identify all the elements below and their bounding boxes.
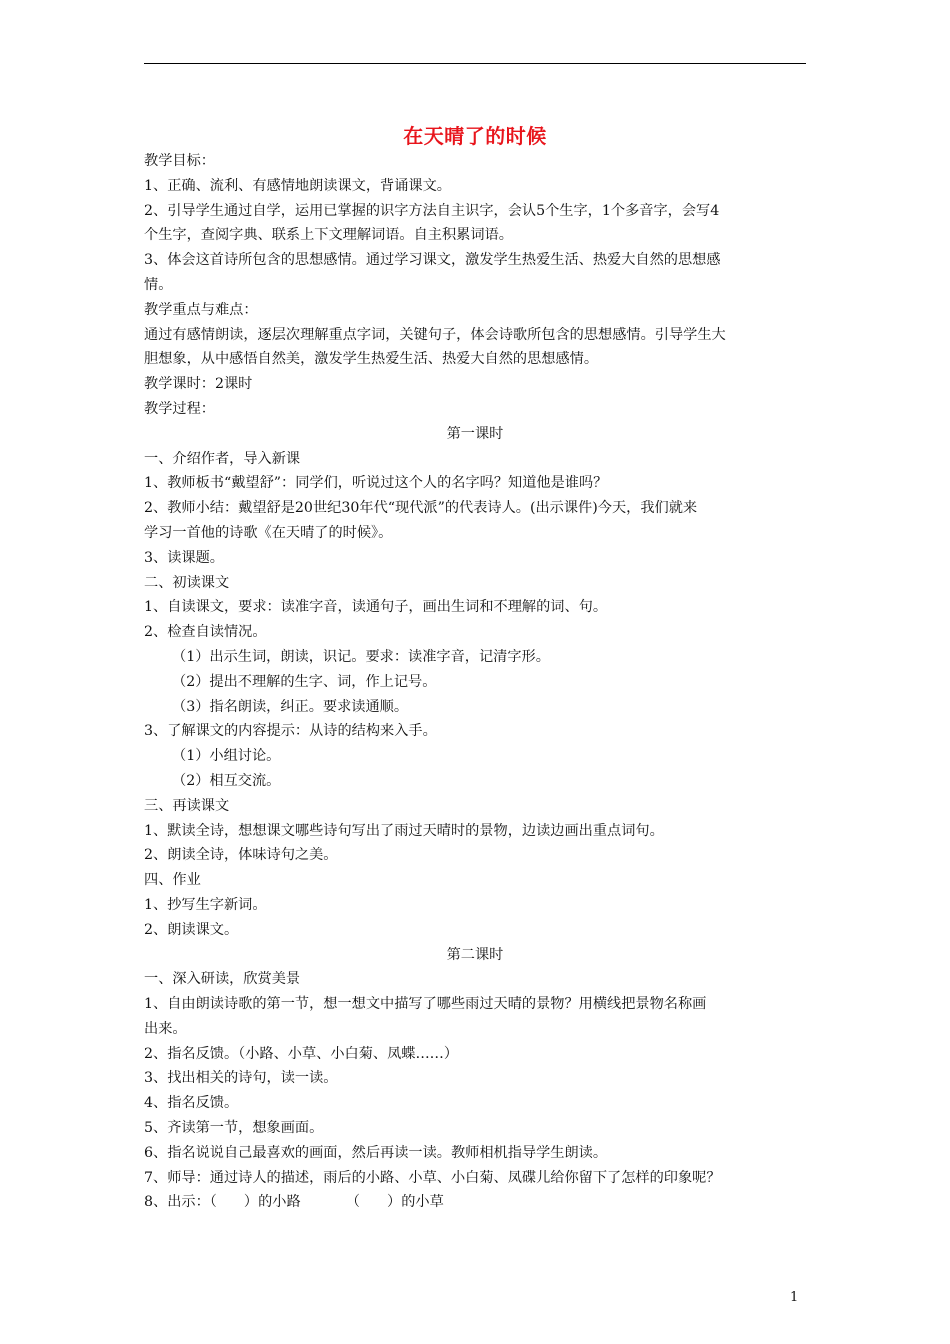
text-line: 1、抄写生字新词。: [144, 896, 267, 913]
text-line: 出来。: [144, 1020, 187, 1037]
text-line: 8、出示：（ ）的小路 （ ）的小草: [144, 1194, 444, 1211]
text-line: 胆想象，从中感悟自然美，激发学生热爱生活、热爱大自然的思想感情。: [144, 351, 599, 368]
text-line: （1）小组讨论。: [172, 748, 281, 765]
text-line: 一、深入研读，欣赏美景: [144, 971, 301, 988]
page-number: 1: [790, 1290, 799, 1305]
text-line: 二、初读课文: [144, 574, 230, 591]
text-line: 7、师导：通过诗人的描述，雨后的小路、小草、小白菊、凤碟儿给你留下了怎样的印象呢？: [144, 1169, 721, 1186]
text-line: 教学目标：: [144, 153, 215, 169]
document-title: 在天晴了的时候: [403, 124, 547, 148]
text-line: 2、引导学生通过自学，运用已掌握的识字方法自主识字，会认5个生字，1个多音字，会写4: [144, 202, 720, 219]
text-line: 1、自读课文，要求：读准字音，读通句子，画出生词和不理解的词、句。: [144, 599, 608, 616]
text-line: 三、再读课文: [144, 797, 230, 814]
text-line: 4、指名反馈。: [144, 1095, 239, 1112]
text-line: （2）提出不理解的生字、词，作上记号。: [172, 673, 437, 690]
text-line: 2、教师小结：戴望舒是20世纪30年代“现代派”的代表诗人。(出示课件)今天，我们就来: [144, 500, 698, 517]
text-line: 1、默读全诗，想想课文哪些诗句写出了雨过天晴时的景物，边读边画出重点词句。: [144, 822, 664, 839]
text-line: 3、读课题。: [144, 549, 224, 566]
section-heading: 第一课时: [446, 425, 504, 442]
text-line: 学习一首他的诗歌《在天晴了的时候》。: [144, 524, 393, 541]
text-line: 2、指名反馈。（小路、小草、小白菊、凤蝶……）: [144, 1045, 459, 1062]
text-line: 1、教师板书“戴望舒”：同学们，听说过这个人的名字吗？知道他是谁吗？: [144, 475, 608, 492]
text-line: 教学重点与难点：: [144, 301, 258, 318]
text-line: 1、正确、流利、有感情地朗读课文，背诵课文。: [144, 177, 451, 194]
text-line: 2、朗读课文。: [144, 921, 239, 938]
text-line: 一、介绍作者，导入新课: [144, 450, 301, 467]
text-line: 5、齐读第一节，想象画面。: [144, 1120, 324, 1137]
text-line: （1）出示生词，朗读，识记。要求：读准字音，记清字形。: [172, 648, 550, 665]
text-line: 个生字，查阅字典、联系上下文理解词语。自主积累词语。: [144, 227, 513, 244]
text-line: 教学过程：: [144, 400, 215, 417]
document-body: [144, 149, 812, 1215]
section-heading: 第二课时: [446, 946, 504, 963]
text-line: 3、体会这首诗所包含的思想感情。通过学习课文，激发学生热爱生活、热爱大自然的思想感: [144, 252, 721, 269]
text-line: 3、找出相关的诗句，读一读。: [144, 1070, 338, 1087]
text-line: 2、检查自读情况。: [144, 624, 267, 641]
header-rule: [144, 63, 806, 64]
text-line: 6、指名说说自己最喜欢的画面，然后再读一读。教师相机指导学生朗读。: [144, 1144, 608, 1161]
text-line: 1、自由朗读诗歌的第一节，想一想文中描写了哪些雨过天晴的景物？用横线把景物名称画: [144, 996, 707, 1013]
text-line: （3）指名朗读，纠正。要求读通顺。: [172, 698, 409, 715]
text-line: 通过有感情朗读，逐层次理解重点字词，关键句子，体会诗歌所包含的思想感情。引导学生大: [144, 326, 726, 343]
text-line: 情。: [144, 276, 173, 293]
text-line: （2）相互交流。: [172, 772, 281, 789]
text-line: 教学课时：2课时: [144, 376, 253, 393]
text-line: 四、作业: [144, 872, 201, 889]
text-line: 2、朗读全诗，体味诗句之美。: [144, 847, 338, 864]
text-line: 3、了解课文的内容提示：从诗的结构来入手。: [144, 723, 437, 740]
